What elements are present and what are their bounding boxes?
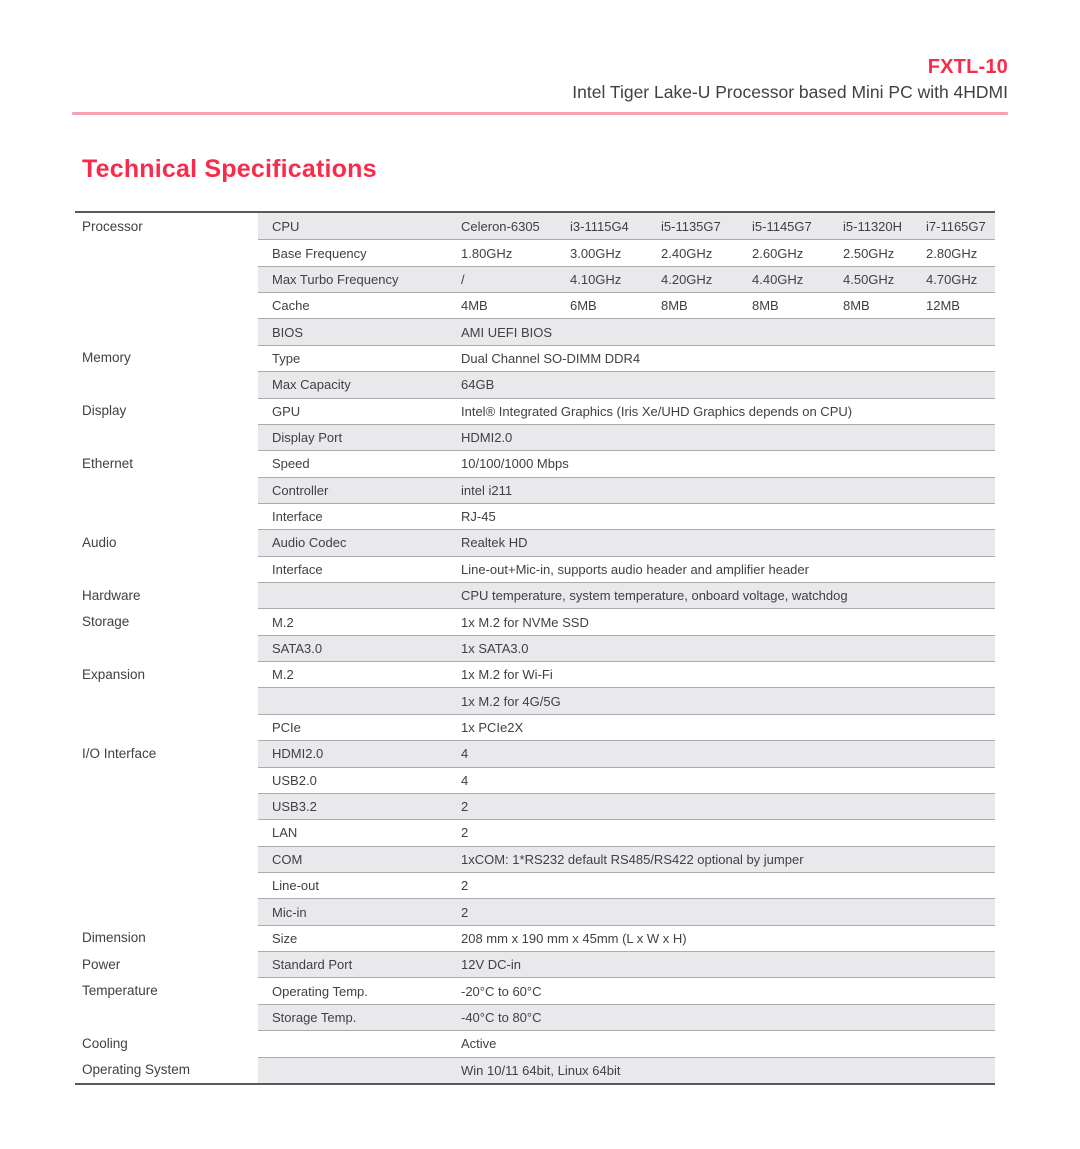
spec-value: 6MB bbox=[570, 298, 597, 314]
row-content bbox=[258, 398, 995, 424]
spec-value: Win 10/11 64bit, Linux 64bit bbox=[461, 1062, 621, 1078]
row-content bbox=[258, 925, 995, 951]
spec-value: i5-1145G7 bbox=[752, 218, 812, 234]
attribute-label: M.2 bbox=[272, 614, 294, 630]
spec-value: 1x M.2 for Wi-Fi bbox=[461, 667, 553, 683]
attribute-label: Interface bbox=[272, 561, 323, 577]
attribute-label bbox=[258, 688, 455, 713]
attribute-label: Speed bbox=[272, 456, 310, 472]
row-content bbox=[258, 635, 995, 661]
spec-value: 2 bbox=[461, 825, 469, 841]
category-label bbox=[75, 503, 258, 529]
table-row bbox=[75, 1057, 995, 1083]
attribute-label: PCIe bbox=[272, 720, 301, 735]
category-label: Temperature bbox=[75, 977, 258, 1003]
spec-value: Celeron-6305 bbox=[461, 218, 540, 234]
category-label bbox=[75, 424, 258, 450]
table-row bbox=[75, 398, 995, 424]
category-label bbox=[75, 556, 258, 582]
row-content bbox=[258, 1057, 995, 1083]
table-row bbox=[75, 450, 995, 476]
attribute-label: LAN bbox=[272, 825, 298, 841]
row-content bbox=[258, 846, 995, 872]
attribute-label: Audio Codec bbox=[272, 535, 347, 551]
spec-value: 10/100/1000 Mbps bbox=[461, 456, 569, 472]
spec-value: 1x M.2 for 4G/5G bbox=[461, 693, 561, 709]
row-content bbox=[258, 740, 995, 766]
spec-value: i7-1165G7 bbox=[926, 218, 986, 234]
spec-value: 3.00GHz bbox=[570, 245, 622, 261]
table-row bbox=[75, 714, 995, 740]
table-row bbox=[75, 661, 995, 687]
attribute-label: Mic-in bbox=[272, 904, 307, 920]
row-content bbox=[258, 898, 995, 924]
spec-value: 208 mm x 190 mm x 45mm (L x W x H) bbox=[461, 930, 687, 946]
category-label bbox=[75, 635, 258, 661]
spec-value: 2.60GHz bbox=[752, 245, 804, 261]
spec-value: i5-1135G7 bbox=[661, 218, 721, 234]
spec-value: 2 bbox=[461, 904, 469, 920]
attribute-label: GPU bbox=[272, 403, 301, 419]
table-row bbox=[75, 239, 995, 265]
table-row bbox=[75, 767, 995, 793]
row-content bbox=[258, 556, 995, 582]
spec-value: i5-11320H bbox=[843, 218, 903, 234]
row-content bbox=[258, 951, 995, 977]
spec-value: 2.40GHz bbox=[661, 245, 713, 261]
spec-value: 2.80GHz bbox=[926, 245, 978, 261]
document-header bbox=[0, 0, 1080, 103]
spec-value: 8MB bbox=[843, 298, 870, 314]
table-row bbox=[75, 1004, 995, 1030]
table-row bbox=[75, 424, 995, 450]
spec-value: 1x SATA3.0 bbox=[461, 640, 529, 656]
table-row bbox=[75, 898, 995, 924]
category-label: Audio bbox=[75, 529, 258, 555]
attribute-label: SATA3.0 bbox=[272, 640, 323, 656]
spec-value: HDMI2.0 bbox=[461, 430, 513, 446]
spec-table bbox=[75, 211, 995, 1085]
spec-value: 2.50GHz bbox=[843, 245, 895, 261]
spec-value: Line-out+Mic-in, supports audio header and amplifier header bbox=[461, 561, 809, 577]
attribute-label: Max Capacity bbox=[272, 377, 351, 393]
spec-value: 1x M.2 for NVMe SSD bbox=[461, 614, 589, 630]
attribute-label: Max Turbo Frequency bbox=[272, 271, 399, 287]
attribute-label: BIOS bbox=[272, 324, 304, 340]
spec-value: intel i211 bbox=[461, 482, 513, 498]
spec-value: -40°C to 80°C bbox=[461, 1009, 542, 1025]
category-label bbox=[75, 714, 258, 740]
spec-value: 4 bbox=[461, 746, 469, 762]
category-label: Expansion bbox=[75, 661, 258, 687]
category-label bbox=[75, 1004, 258, 1030]
category-label bbox=[75, 266, 258, 292]
table-row bbox=[75, 687, 995, 713]
category-label: Dimension bbox=[75, 925, 258, 951]
cpu-values bbox=[455, 293, 995, 318]
row-content bbox=[258, 529, 995, 555]
row-content bbox=[258, 266, 995, 292]
spec-value: 4.10GHz bbox=[570, 271, 622, 287]
row-content bbox=[258, 872, 995, 898]
cpu-values bbox=[455, 240, 995, 265]
table-row bbox=[75, 925, 995, 951]
category-label bbox=[75, 292, 258, 318]
table-row bbox=[75, 793, 995, 819]
product-model: FXTL-10 bbox=[927, 56, 1008, 78]
table-row bbox=[75, 345, 995, 371]
category-label: Display bbox=[75, 398, 258, 424]
category-label bbox=[75, 318, 258, 344]
spec-value: 2 bbox=[461, 878, 469, 894]
category-label: Cooling bbox=[75, 1030, 258, 1056]
spec-value: 8MB bbox=[661, 298, 688, 314]
category-label bbox=[75, 819, 258, 845]
attribute-label: CPU bbox=[272, 218, 300, 234]
table-row bbox=[75, 213, 995, 239]
cpu-values bbox=[455, 267, 995, 292]
table-row bbox=[75, 503, 995, 529]
spec-value: Dual Channel SO-DIMM DDR4 bbox=[461, 350, 641, 366]
category-label bbox=[75, 872, 258, 898]
row-content bbox=[258, 1030, 995, 1056]
attribute-label: USB2.0 bbox=[272, 772, 317, 788]
category-label bbox=[75, 846, 258, 872]
spec-value: 4.40GHz bbox=[752, 271, 804, 287]
row-content bbox=[258, 424, 995, 450]
table-row bbox=[75, 318, 995, 344]
category-label bbox=[75, 793, 258, 819]
spec-value: RJ-45 bbox=[461, 509, 496, 525]
row-content bbox=[258, 318, 995, 344]
attribute-label: Cache bbox=[272, 298, 310, 314]
row-content bbox=[258, 345, 995, 371]
table-row bbox=[75, 582, 995, 608]
category-label: Power bbox=[75, 951, 258, 977]
category-label bbox=[75, 767, 258, 793]
row-content bbox=[258, 819, 995, 845]
attribute-label: Controller bbox=[272, 482, 329, 498]
category-label: Memory bbox=[75, 345, 258, 371]
spec-value: Intel® Integrated Graphics (Iris Xe/UHD Graphics depends on CPU) bbox=[461, 403, 853, 419]
attribute-label: COM bbox=[272, 851, 303, 867]
spec-value: i3-1115G4 bbox=[570, 218, 629, 234]
table-row bbox=[75, 529, 995, 555]
spec-value: CPU temperature, system temperature, onboard voltage, watchdog bbox=[461, 588, 848, 604]
table-row bbox=[75, 977, 995, 1003]
row-content bbox=[258, 477, 995, 503]
attribute-label: Size bbox=[272, 930, 298, 946]
spec-value: Active bbox=[461, 1036, 497, 1052]
row-content bbox=[258, 239, 995, 265]
table-row bbox=[75, 872, 995, 898]
table-row bbox=[75, 819, 995, 845]
attribute-label: USB3.2 bbox=[272, 799, 317, 815]
category-label: Operating System bbox=[75, 1057, 258, 1083]
header-divider bbox=[72, 112, 1008, 115]
category-label: I/O Interface bbox=[75, 740, 258, 766]
spec-value: AMI UEFI BIOS bbox=[461, 324, 553, 340]
table-row bbox=[75, 556, 995, 582]
table-row bbox=[75, 477, 995, 503]
category-label bbox=[75, 239, 258, 265]
attribute-label: Base Frequency bbox=[272, 245, 367, 261]
attribute-label bbox=[258, 1058, 455, 1083]
row-content bbox=[258, 661, 995, 687]
row-content bbox=[258, 977, 995, 1003]
page-title: Technical Specifications bbox=[82, 155, 377, 183]
category-label: Storage bbox=[75, 608, 258, 634]
attribute-label: Line-out bbox=[272, 878, 319, 894]
category-label bbox=[75, 371, 258, 397]
table-row bbox=[75, 951, 995, 977]
attribute-label: Storage Temp. bbox=[272, 1009, 357, 1025]
row-content bbox=[258, 582, 995, 608]
row-content bbox=[258, 371, 995, 397]
attribute-label: Type bbox=[272, 350, 301, 366]
spec-value: 8MB bbox=[752, 298, 779, 314]
table-row bbox=[75, 1030, 995, 1056]
spec-value: 1x PCIe2X bbox=[461, 720, 524, 735]
spec-value: 4MB bbox=[461, 298, 488, 314]
spec-value: 1xCOM: 1*RS232 default RS485/RS422 optional by jumper bbox=[461, 851, 804, 867]
spec-value: 4.70GHz bbox=[926, 271, 978, 287]
table-row bbox=[75, 740, 995, 766]
attribute-label: Standard Port bbox=[272, 957, 353, 973]
category-label: Ethernet bbox=[75, 450, 258, 476]
product-subtitle: Intel Tiger Lake-U Processor based Mini PC with 4HDMI bbox=[572, 82, 1008, 102]
category-label: Processor bbox=[75, 213, 258, 239]
attribute-label: HDMI2.0 bbox=[272, 746, 324, 762]
table-row bbox=[75, 635, 995, 661]
table-row bbox=[75, 292, 995, 318]
attribute-label: Interface bbox=[272, 509, 323, 525]
attribute-label: Operating Temp. bbox=[272, 983, 368, 999]
cpu-values bbox=[455, 213, 995, 239]
row-content bbox=[258, 714, 995, 740]
attribute-label: M.2 bbox=[272, 667, 294, 683]
category-label: Hardware bbox=[75, 582, 258, 608]
row-content bbox=[258, 450, 995, 476]
spec-value: / bbox=[461, 271, 465, 287]
row-content bbox=[258, 767, 995, 793]
spec-value: 1.80GHz bbox=[461, 245, 513, 261]
spec-value: 12MB bbox=[926, 298, 960, 314]
attribute-label bbox=[258, 583, 455, 608]
attribute-label bbox=[258, 1031, 455, 1056]
spec-value: 4.50GHz bbox=[843, 271, 895, 287]
spec-value: 2 bbox=[461, 799, 469, 815]
spec-value: 4.20GHz bbox=[661, 271, 713, 287]
table-row bbox=[75, 608, 995, 634]
table-row bbox=[75, 846, 995, 872]
category-label bbox=[75, 898, 258, 924]
spec-value: 4 bbox=[461, 772, 469, 788]
table-row bbox=[75, 371, 995, 397]
row-content bbox=[258, 1004, 995, 1030]
spec-value: 12V DC-in bbox=[461, 957, 521, 973]
row-content bbox=[258, 687, 995, 713]
row-content bbox=[258, 608, 995, 634]
row-content bbox=[258, 793, 995, 819]
attribute-label: Display Port bbox=[272, 430, 343, 446]
spec-value: Realtek HD bbox=[461, 535, 528, 551]
row-content bbox=[258, 213, 995, 239]
row-content bbox=[258, 503, 995, 529]
spec-value: 64GB bbox=[461, 377, 495, 393]
category-label bbox=[75, 477, 258, 503]
spec-value: -20°C to 60°C bbox=[461, 983, 542, 999]
table-row bbox=[75, 266, 995, 292]
row-content bbox=[258, 292, 995, 318]
category-label bbox=[75, 687, 258, 713]
